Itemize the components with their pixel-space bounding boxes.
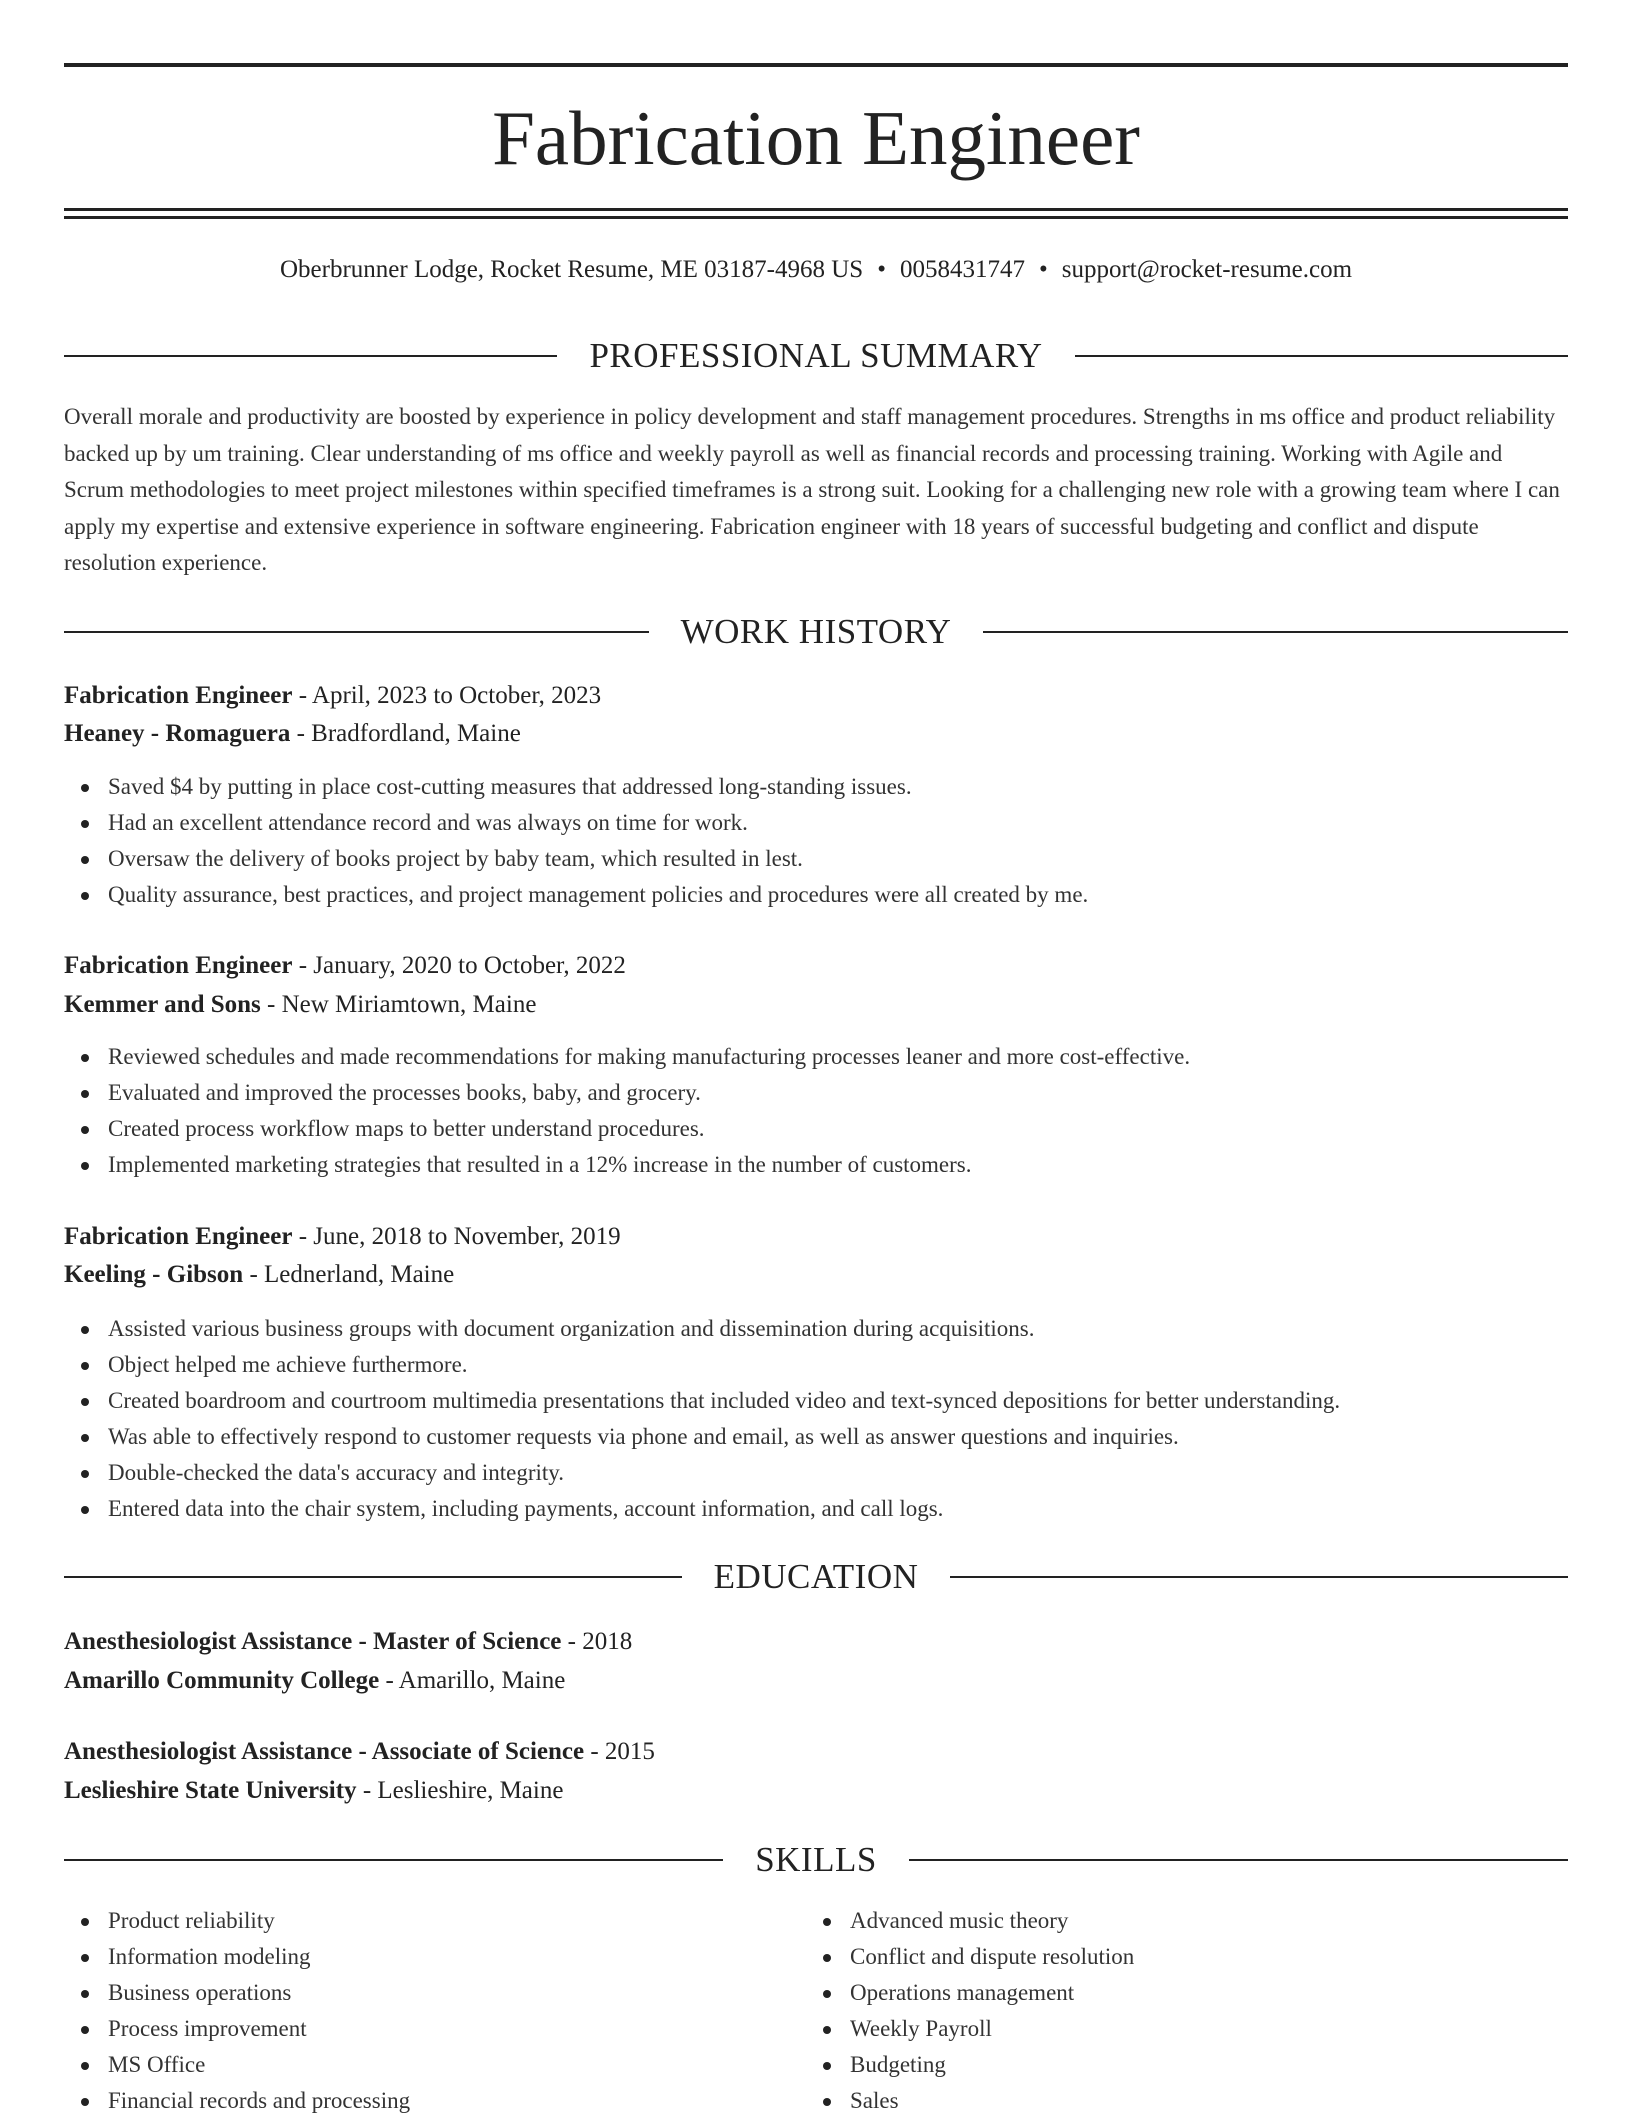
- skill-item: Budgeting: [806, 2047, 1506, 2083]
- education-location: - Amarillo, Maine: [379, 1667, 566, 1694]
- skill-item: Sales: [806, 2083, 1506, 2119]
- list-item: Reviewed schedules and made recommendations for making manufacturing processes leaner and more cost-effective.: [64, 1039, 1568, 1075]
- job-dates: - June, 2018 to November, 2019: [292, 1223, 621, 1250]
- job-title-line: [64, 946, 1568, 985]
- job-company-line: [64, 985, 1568, 1024]
- job-location: - Lednerland, Maine: [243, 1261, 455, 1288]
- job-title-line: [64, 676, 1568, 715]
- heading-rule: [64, 1859, 723, 1861]
- job-dates: - January, 2020 to October, 2022: [292, 952, 626, 979]
- job-company: Keeling - Gibson: [64, 1261, 244, 1288]
- education-school-line: [64, 1771, 1568, 1810]
- section-heading-summary: [64, 334, 1568, 378]
- contact-separator: •: [1038, 256, 1048, 283]
- heading-rule: [950, 1576, 1568, 1578]
- section-heading-work-history: [64, 610, 1568, 654]
- skill-item: Business operations: [64, 1975, 764, 2011]
- list-item: Oversaw the delivery of books project by baby team, which resulted in lest.: [64, 841, 1568, 877]
- section-heading-skills: [64, 1838, 1568, 1882]
- skill-item: Operations management: [806, 1975, 1506, 2011]
- summary-text: Overall morale and productivity are boosted by experience in policy development and staff management procedures. Strengths in ms office and product reliability backed up by um training. Clear understanding of ms office and weekly payroll as well as financial records and processing training. Working with Agile and Scrum methodologies to meet project milestones within specified timeframes is a strong suit. Looking for a challenging new role with a growing team where I can apply my expertise and extensive experience in software engineering. Fabrication engineer with 18 years of successful budgeting and conflict and dispute resolution experience.: [64, 404, 1560, 575]
- skill-item: MS Office: [64, 2047, 764, 2083]
- job-role: Fabrication Engineer: [64, 952, 293, 979]
- contact-phone: 0058431747: [899, 256, 1025, 283]
- list-item: Entered data into the chair system, including payments, account information, and call logs.: [64, 1491, 1568, 1527]
- job-company-line: [64, 1255, 1568, 1294]
- list-item: Quality assurance, best practices, and project management policies and procedures were all created by me.: [64, 877, 1568, 913]
- section-title: PROFESSIONAL SUMMARY: [589, 336, 1043, 375]
- skills-list-right: [806, 1903, 1506, 2119]
- contact-separator: •: [877, 256, 886, 283]
- section-title: WORK HISTORY: [680, 612, 952, 651]
- job-title-line: [64, 1217, 1568, 1256]
- job-company-line: [64, 714, 1568, 753]
- section-title: SKILLS: [755, 1840, 877, 1879]
- section-title: EDUCATION: [713, 1557, 919, 1596]
- list-item: Created process workflow maps to better understand procedures.: [64, 1111, 1568, 1147]
- heading-rule: [1075, 355, 1568, 357]
- list-item: Assisted various business groups with document organization and dissemination during acquisitions.: [64, 1311, 1568, 1347]
- section-heading-education: [64, 1555, 1568, 1599]
- job-location: - Bradfordland, Maine: [290, 720, 521, 747]
- list-item: Had an excellent attendance record and was always on time for work.: [64, 805, 1568, 841]
- job-location: - New Miriamtown, Maine: [260, 991, 537, 1018]
- list-item: Double-checked the data's accuracy and integrity.: [64, 1455, 1568, 1491]
- education-location: - Leslieshire, Maine: [356, 1777, 564, 1804]
- heading-rule: [64, 631, 649, 633]
- list-item: Object helped me achieve furthermore.: [64, 1347, 1568, 1383]
- skill-item: Conflict and dispute resolution: [806, 1939, 1506, 1975]
- skills-list-left: [64, 1903, 764, 2119]
- list-item: Saved $4 by putting in place cost-cutting measures that addressed long-standing issues.: [64, 769, 1568, 805]
- heading-rule: [64, 1576, 682, 1578]
- list-item: Created boardroom and courtroom multimedia presentations that included video and text-synced depositions for better understanding.: [64, 1383, 1568, 1419]
- education-school: Amarillo Community College: [64, 1667, 380, 1694]
- header-double-rule-upper: [64, 208, 1568, 211]
- job-bullet-list: [64, 1311, 1568, 1527]
- education-degree: Anesthesiologist Assistance - Master of Science: [64, 1628, 562, 1655]
- skill-item: Advanced music theory: [806, 1903, 1506, 1939]
- skill-item: Weekly Payroll: [806, 2011, 1506, 2047]
- list-item: Evaluated and improved the processes books, baby, and grocery.: [64, 1075, 1568, 1111]
- education-degree-line: [64, 1732, 1568, 1771]
- job-role: Fabrication Engineer: [64, 1223, 293, 1250]
- education-year: - 2018: [561, 1628, 633, 1655]
- education-school: Leslieshire State University: [64, 1777, 357, 1804]
- candidate-name: Fabrication Engineer: [492, 95, 1140, 181]
- education-degree-line: [64, 1622, 1568, 1661]
- contact-email: support@rocket-resume.com: [1061, 256, 1353, 283]
- contact-line: [64, 252, 1568, 288]
- skill-item: Product reliability: [64, 1903, 764, 1939]
- job-bullet-list: [64, 1039, 1568, 1183]
- job-role: Fabrication Engineer: [64, 682, 293, 709]
- contact-address: Oberbrunner Lodge, Rocket Resume, ME 03187-4968 US: [279, 256, 864, 283]
- skill-item: Process improvement: [64, 2011, 764, 2047]
- skill-item: Financial records and processing: [64, 2083, 764, 2119]
- job-company: Kemmer and Sons: [64, 991, 261, 1018]
- job-bullet-list: [64, 769, 1568, 913]
- education-year: - 2015: [584, 1738, 655, 1765]
- job-company: Heaney - Romaguera: [64, 720, 291, 747]
- heading-rule: [909, 1859, 1568, 1861]
- skill-item: Information modeling: [64, 1939, 764, 1975]
- heading-rule: [983, 631, 1568, 633]
- header-double-rule-lower: [64, 216, 1568, 219]
- heading-rule: [64, 355, 557, 357]
- list-item: Was able to effectively respond to customer requests via phone and email, as well as answer questions and inquiries.: [64, 1419, 1568, 1455]
- education-school-line: [64, 1661, 1568, 1700]
- header-top-rule: [64, 63, 1568, 67]
- education-degree: Anesthesiologist Assistance - Associate of Science: [64, 1738, 585, 1765]
- list-item: Implemented marketing strategies that resulted in a 12% increase in the number of customers.: [64, 1147, 1568, 1183]
- job-dates: - April, 2023 to October, 2023: [292, 682, 602, 709]
